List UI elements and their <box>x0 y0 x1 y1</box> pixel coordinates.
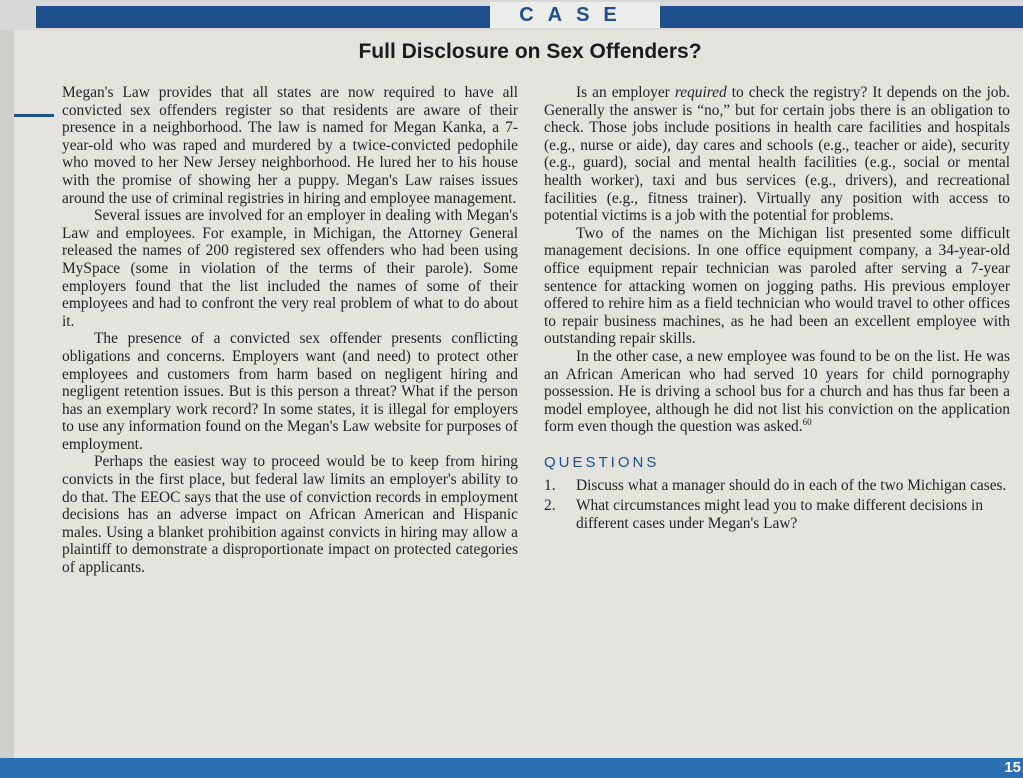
case-label: CASE <box>490 2 660 28</box>
question-item <box>544 497 1010 532</box>
margin-marker <box>14 114 54 117</box>
paragraph: Several issues are involved for an employer in dealing with Megan's Law and employees. For example, in Michigan, the Attorney General released the names of 200 registered sex offenders who had been using MySpace (some in violation of the terms of their parole). Some employers found that the list included the names of some of their employees and had to confront the very real problem of what to do about it. <box>62 207 518 330</box>
paragraph-text: Is an employer <box>576 84 675 101</box>
footnote-marker: 60 <box>802 417 812 428</box>
left-column <box>62 84 518 577</box>
paragraph <box>544 84 1010 225</box>
case-title: Full Disclosure on Sex Offenders? <box>358 40 702 63</box>
footer-bar <box>0 758 1023 778</box>
paragraph <box>544 348 1010 436</box>
paragraph: Megan's Law provides that all states are now required to have all convicted sex offenders register so that residents are aware of their presence in a neighborhood. The law is named for Megan Kanka, a 7-year-old who was raped and murdered by a twice-convicted pedophile who moved to her New Jersey neighborhood. He lured her to his house with the promise of showing her a puppy. Megan's Law raises issues around the use of criminal registries in hiring and employee management. <box>62 84 518 207</box>
question-number: 1. <box>544 477 556 495</box>
page-gutter <box>0 30 14 770</box>
paragraph: Two of the names on the Michigan list presented some difficult management decisions. In one office equipment company, a 34-year-old office equipment repair technician was paroled after serving a 7-year sentence for attacking women on jogging paths. His previous employer offered to rehire him as a field technician who would travel to other offices to repair business machines, as he had been an excellent employee with outstanding repair skills. <box>544 224 1010 348</box>
page-number: 15 <box>1004 759 1021 776</box>
paragraph: The presence of a convicted sex offender presents conflicting obligations and concerns. Employers want (and need) to protect other employees and customers from harm based on negligent hiring and negligent retention issues. But is this person a threat? What if the person has an exemplary work record? In some states, it is illegal for employers to use any information found on the Megan's Law website for purposes of employment. <box>62 330 518 453</box>
question-text: What circumstances might lead you to make different decisions in different cases under Megan's Law? <box>576 497 984 532</box>
question-text: Discuss what a manager should do in each of the two Michigan cases. <box>576 477 1007 495</box>
paragraph-text: In the other case, a new employee was found to be on the list. He was an African American who had served 10 years for child pornography possession. He is driving a school bus for a church and has thus far been a model employee, although he did not list his conviction on the application form even though the question was asked. <box>544 347 1010 436</box>
questions-heading: QUESTIONS <box>544 453 660 471</box>
question-number: 2. <box>544 497 556 515</box>
paragraph-text: to check the registry? It depends on the job. Generally the answer is “no,” but for certain jobs there is an obligation to check. Those jobs include positions in health care facilities and hospitals (e.g., nurse or aide), day cares and schools (e.g., teacher or aide), security (e.g., guard), social and mental health facilities (e.g., social or mental health worker), taxi and bus services (e.g., drivers), and recreational facilities (e.g., fitness trainer). Virtually any position with access to potential victims is a job with the potential for problems. <box>544 84 1010 225</box>
paragraph: Perhaps the easiest way to proceed would be to keep from hiring convicts in the first place, but federal law limits an employer's ability to do that. The EEOC says that the use of conviction records in employment decisions has an adverse impact on African American and Hispanic males. Using a blanket prohibition against convicts in hiring may allow a plaintiff to demonstrate a disproportionate impact on protected categories of applicants. <box>62 453 518 577</box>
right-column <box>544 84 1010 532</box>
question-item <box>544 477 1010 495</box>
emphasis-text: required <box>674 84 727 101</box>
